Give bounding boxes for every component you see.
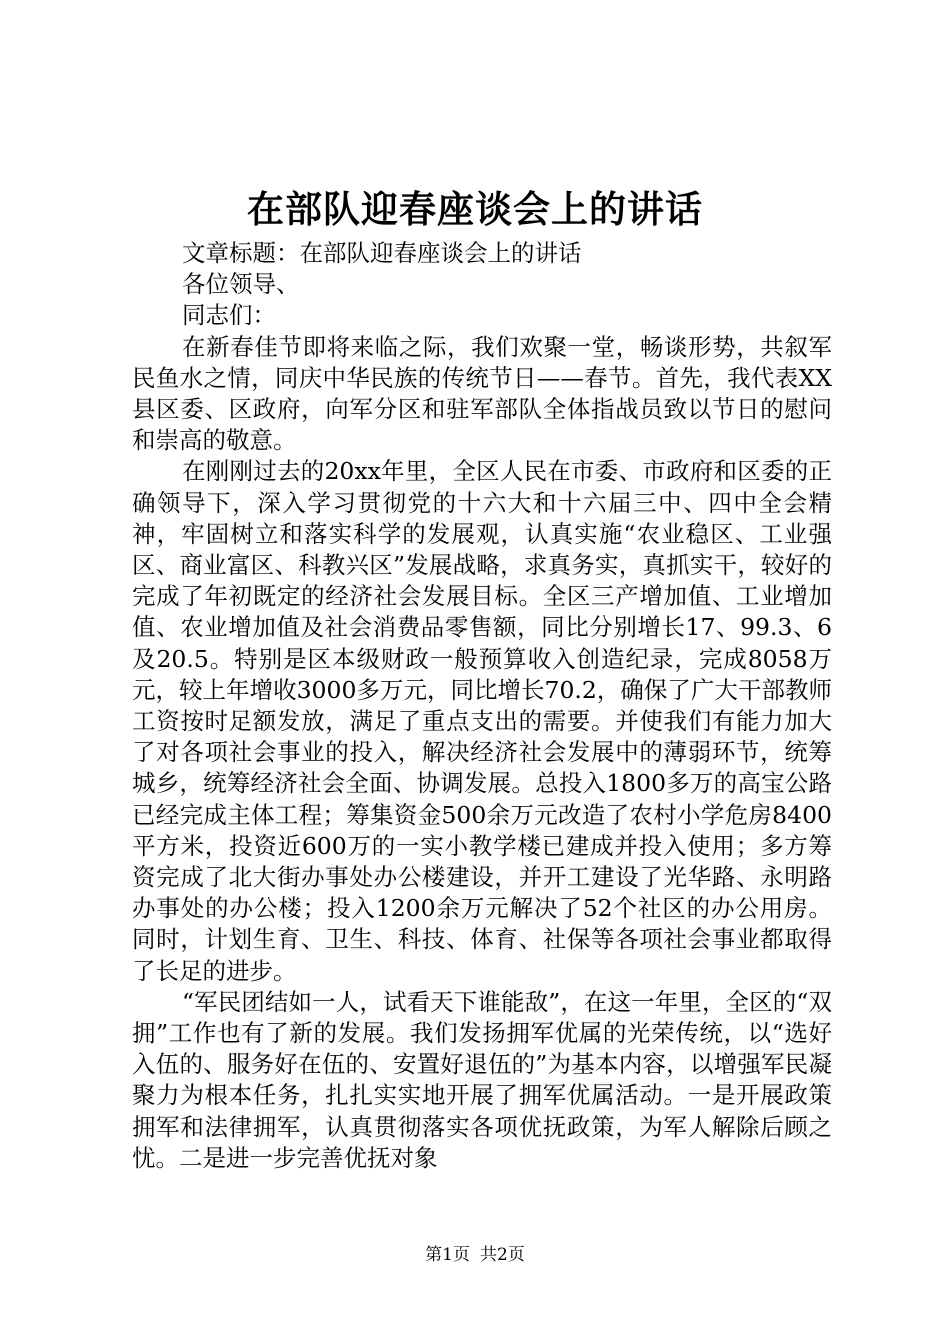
paragraph-achievements: 在刚刚过去的20xx年里，全区人民在市委、市政府和区委的正确领导下，深入学习贯彻党的十六大和十六届三中、四中全会精神，牢固树立和落实科学的发展观，认真实施“农业稳区、工业强区、商业富区、科教兴区”发展战略，求真务实，真抓实干，较好的完成了年初既定的经济社会发展目标。全区三产增加值、工业增加值、农业增加值及社会消费品零售额，同比分别增长17、99.3、6及20.5。特别是区本级财政一般预算收入创造纪录，完成8058万元，较上年增收3000多万元，同比增长70.2，确保了广大干部教师工资按时足额发放，满足了重点支出的需要。并使我们有能力加大了对各项社会事业的投入，解决经济社会发展中的薄弱环节，统筹城乡，统筹经济社会全面、协调发展。总投入1800多万的高宝公路已经完成主体工程；筹集资金500余万元改造了农村小学危房8400平方米，投资近600万的一实小教学楼已建成并投入使用；多方筹资完成了北大街办事处办公楼建设，并开工建设了光华路、永明路办事处的办公楼；投入1200余万元解决了52个社区的办公用房。同时，计划生育、卫生、科技、体育、社保等各项社会事业都取得了长足的进步。 bbox=[132, 457, 832, 985]
salutation-comrades: 同志们： bbox=[182, 301, 276, 330]
document-title: 在部队迎春座谈会上的讲话 bbox=[247, 187, 703, 231]
article-title-line: 文章标题：在部队迎春座谈会上的讲话 bbox=[182, 239, 582, 267]
paragraph-double-support: “军民团结如一人，试看天下谁能敌”，在这一年里，全区的“双拥”工作也有了新的发展。我们发扬拥军优属的光荣传统，以“选好入伍的、服务好在伍的、安置好退伍的”为基本内容，以增强军民凝聚力为根本任务，扎扎实实地开展了拥军优属活动。一是开展政策拥军和法律拥军，认真贯彻落实各项优抚政策，为军人解除后顾之忧。二是进一步完善优抚对象 bbox=[132, 987, 832, 1172]
page-total: 共2页 bbox=[480, 1245, 525, 1265]
document-body bbox=[132, 238, 832, 1174]
salutation-leaders: 各位领导、 bbox=[182, 270, 300, 299]
paragraph-opening: 在新春佳节即将来临之际，我们欢聚一堂，畅谈形势，共叙军民鱼水之情，同庆中华民族的传统节日——春节。首先，我代表XX县区委、区政府，向军分区和驻军部队全体指战员致以节日的慰问和崇高的敬意。 bbox=[132, 332, 832, 455]
page-footer bbox=[0, 1244, 950, 1266]
page-number: 第1页 bbox=[425, 1245, 470, 1265]
